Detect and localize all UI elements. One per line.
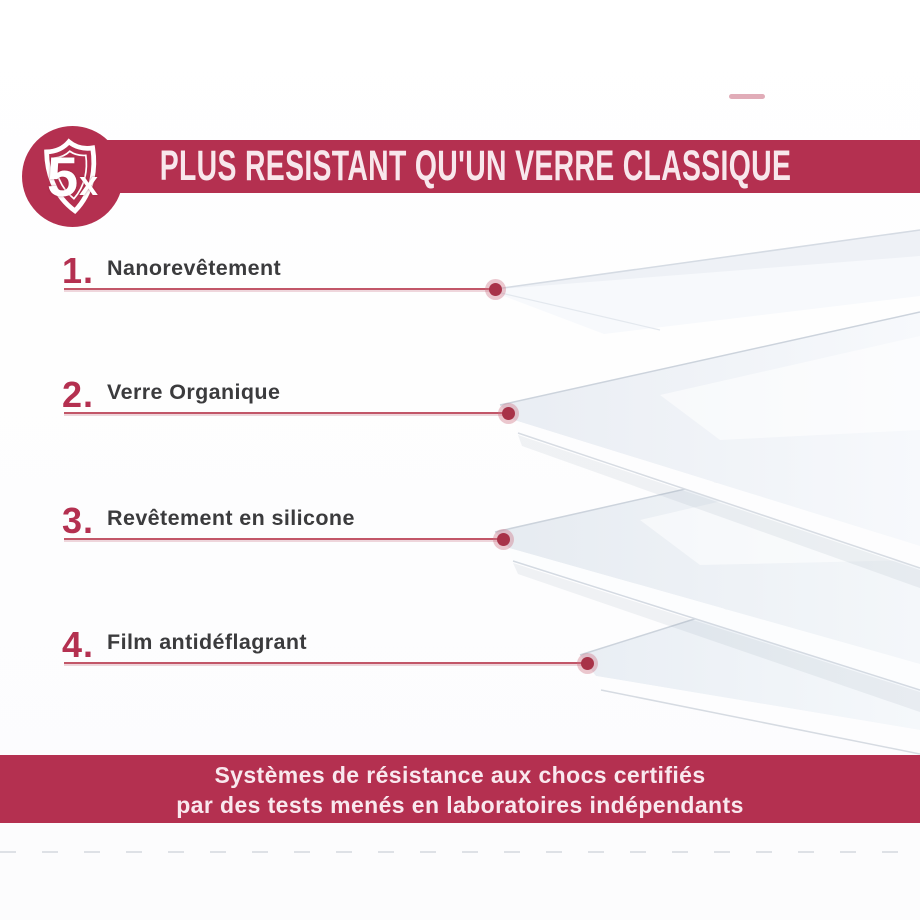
layer-item-4 — [62, 624, 307, 666]
footer-banner — [0, 755, 920, 823]
artifact-smudge — [729, 94, 765, 99]
layer-dot-4 — [581, 657, 594, 670]
layer-number: 4. — [62, 624, 95, 665]
layer-number: 3. — [62, 500, 95, 541]
layer-dot-2 — [502, 407, 515, 420]
layer-label: Revêtement en silicone — [107, 506, 355, 530]
header-title: PLUS RESISTANT QU'UN VERRE CLASSIQUE — [159, 142, 792, 190]
layer-label: Film antidéflagrant — [107, 630, 307, 654]
layer-number: 1. — [62, 250, 95, 291]
layer-item-2 — [62, 374, 280, 416]
layer-number: 2. — [62, 374, 95, 415]
layer-item-3 — [62, 500, 355, 542]
layer-dot-3 — [497, 533, 510, 546]
badge-suffix: x — [79, 164, 99, 203]
sheet-1 — [488, 230, 920, 334]
layer-label: Verre Organique — [107, 380, 281, 404]
footer-line-2: par des tests menés en laboratoires indépendants — [176, 792, 744, 818]
header-banner — [70, 140, 920, 193]
footer-line-1: Systèmes de résistance aux chocs certifiés — [214, 762, 706, 788]
layer-dot-1 — [489, 283, 502, 296]
layer-item-1 — [62, 250, 281, 292]
artifact-line — [0, 851, 920, 853]
layer-label: Nanorevêtement — [107, 256, 282, 280]
badge-circle — [22, 126, 123, 227]
badge-multiplier — [22, 126, 123, 227]
badge-value: 5 — [46, 144, 79, 208]
